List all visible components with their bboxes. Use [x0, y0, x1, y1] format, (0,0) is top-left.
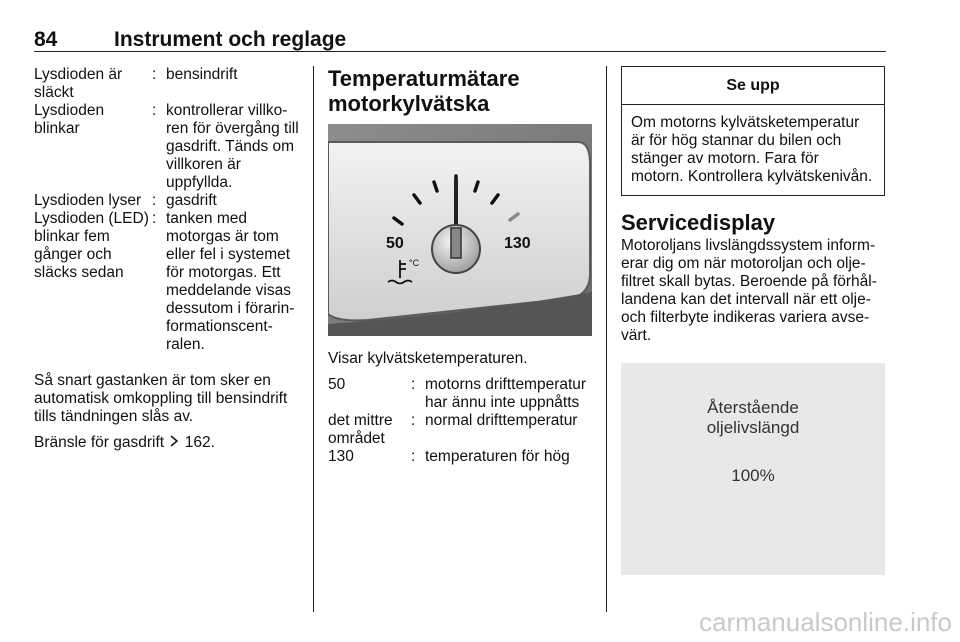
- cross-reference-page: 162.: [184, 434, 215, 451]
- definition-colon: :: [411, 376, 416, 393]
- definition-term: Lysdioden är släckt: [34, 66, 123, 101]
- definition-colon: :: [152, 192, 157, 209]
- section-heading: Temperaturmätare motorkylvätska: [328, 66, 520, 116]
- definition-colon: :: [152, 66, 157, 83]
- definition-term: 50: [328, 376, 346, 393]
- service-display-label: [621, 398, 885, 438]
- body-paragraph: Motoroljans livslängdssystem informerar dig om när motoroljan och oljefiltret skall bytas. Beroende på förhållandena kan det intervall när ett oljeoch filterbyte indikeras variera avsevärt.: [621, 237, 877, 344]
- definition-colon: :: [152, 102, 157, 119]
- cross-reference-text: Bränsle för gasdrift: [34, 434, 169, 451]
- gauge-label-high: 130: [504, 235, 531, 252]
- definition-row: [328, 376, 592, 412]
- service-display-label-line1: Återstående: [707, 398, 799, 417]
- definition-term: Lysdioden (LED) blinkar fem gånger och släcks sedan: [34, 210, 149, 281]
- definition-term: det mittre området: [328, 412, 393, 447]
- definition-term: Lysdioden lyser: [34, 192, 142, 209]
- caution-title: Se upp: [622, 67, 884, 105]
- column-divider: [606, 66, 607, 612]
- body-paragraph: Så snart gastanken är tom sker en automatisk omkoppling till bensindrift tills tändningen slås av.: [34, 372, 288, 425]
- definition-row: [34, 192, 300, 210]
- service-display-value: 100%: [731, 466, 775, 485]
- definition-desc: kontrollerar villkoren för övergång till gasdrift. Tänds om villkoren är uppfyllda.: [166, 102, 299, 191]
- definition-desc: motorns drifttemperatur har ännu inte uppnåtts: [425, 376, 587, 411]
- gauge-unit: °C: [409, 258, 420, 268]
- definition-desc: bensindrift: [166, 66, 238, 83]
- page-header: [34, 18, 886, 52]
- definition-term: Lysdioden blinkar: [34, 102, 105, 137]
- page-ref-arrow-icon: [168, 434, 180, 452]
- definition-term: 130: [328, 448, 354, 465]
- definition-row: [34, 210, 300, 354]
- service-display-image: [621, 363, 885, 575]
- definition-row: [328, 448, 592, 466]
- right-column: [621, 66, 885, 575]
- temperature-gauge-image: [328, 124, 592, 336]
- image-caption: Visar kylvätsketemperaturen.: [328, 350, 528, 367]
- caution-box: [621, 66, 885, 196]
- definition-row: [328, 412, 592, 448]
- caution-body: Om motorns kylvätsketemperatur är för hög stannar du bilen och stänger av motorn. Fara för motorn. Kontrollera kylvätskenivån.: [631, 114, 873, 185]
- definition-desc: temperaturen för hög: [425, 448, 570, 465]
- page-number: 84: [34, 28, 58, 51]
- section-heading: Servicedisplay: [621, 210, 776, 235]
- definition-colon: :: [411, 412, 416, 429]
- header-rule: [34, 51, 886, 52]
- left-column: [34, 66, 300, 452]
- middle-column: [328, 66, 592, 466]
- page-title: Instrument och reglage: [114, 28, 347, 51]
- gauge-label-low: 50: [386, 235, 404, 252]
- definition-colon: :: [411, 448, 416, 465]
- definition-row: [34, 102, 300, 192]
- service-display-label-line2: oljelivslängd: [706, 418, 800, 437]
- watermark-link[interactable]: carmanualsonline.info: [699, 607, 952, 637]
- definition-desc: normal drifttemperatur: [425, 412, 578, 429]
- gauge-definitions: [328, 376, 592, 466]
- definition-row: [34, 66, 300, 102]
- cross-reference[interactable]: [34, 434, 300, 452]
- definition-desc: gasdrift: [166, 192, 217, 209]
- definition-desc: tanken med motorgas är tom eller fel i systemet för motorgas. Ett meddelande visas dessutom i förarinformationscentralen.: [166, 210, 295, 353]
- definition-colon: :: [152, 210, 157, 227]
- column-divider: [313, 66, 314, 612]
